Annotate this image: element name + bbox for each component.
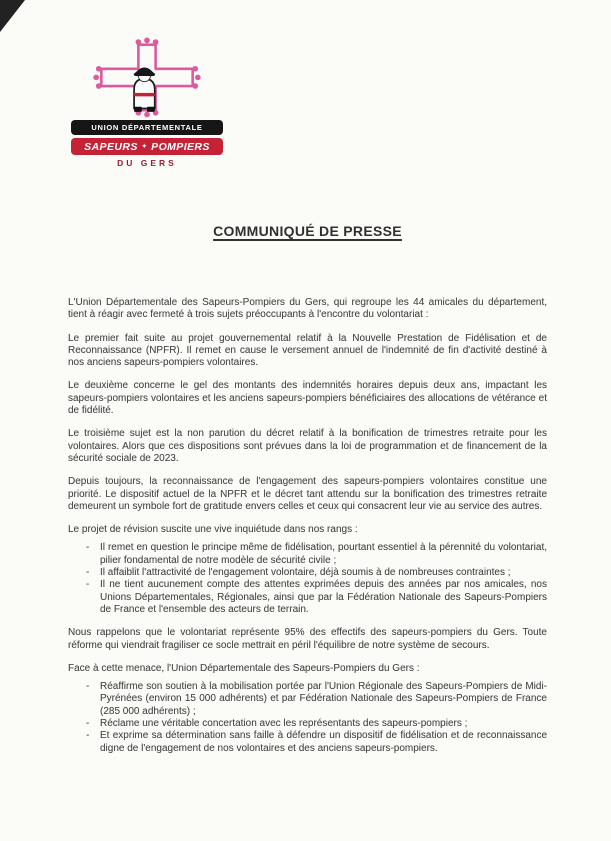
logo-banner-union (71, 120, 223, 135)
actions-list (86, 681, 547, 755)
scan-corner-artifact (0, 0, 25, 32)
concerns-intro: Le projet de révision suscite une vive inquiétude dans nos rangs : (68, 524, 358, 536)
list-item (86, 730, 547, 755)
list-item (86, 681, 547, 718)
logo-pompiers-label: POMPIERS (151, 140, 210, 153)
firefighter-icon (134, 68, 156, 112)
logo-union-label: UNION DÉPARTEMENTALE (91, 123, 203, 132)
list-item-text: - Et exprime sa détermination sans faille à défendre un dispositif de fidélisation et de reconnaissance digne de l'engagement de nos volontaires et des anciens sapeurs-pompiers. (100, 730, 547, 754)
list-item (86, 718, 547, 730)
concerns-list (86, 542, 547, 616)
diamond-icon: ✦ (141, 144, 148, 150)
list-item (86, 567, 547, 579)
udsp-gers-logo (70, 36, 224, 168)
document-body (68, 297, 547, 755)
paragraph: L'Union Départementale des Sapeurs-Pompiers du Gers, qui regroupe les 44 amicales du département, tient à réagir avec fermeté à trois sujets préoccupants à l'encontre du volontariat : (68, 297, 547, 321)
list-item-text: - Réaffirme son soutien à la mobilisation portée par l'Union Régionale des Sapeurs-Pompiers de Midi-Pyrénées (environ 15 000 adhérents) et par Fédération Nationale des Sapeurs-Pompiers de France (285 000 adhérents) ; (100, 681, 547, 717)
list-item (86, 542, 547, 567)
list-item-text: - Il ne tient aucunement compte des attentes exprimées depuis des années par nos amicales, nos Unions Départementales, Régionales, ainsi que par la Fédération Nationale des Sapeurs-Pompiers de France et l'ensemble des acteurs de terrain. (100, 579, 547, 615)
logo-banner-sapeurs-pompiers (71, 138, 223, 155)
list-item (86, 579, 547, 616)
logo-emblem-icon (91, 36, 203, 124)
list-item-text: - Il remet en question le principe même de fidélisation, pourtant essentiel à la pérennité du volontariat, pilier fondamental de notre modèle de sécurité civile ; (100, 542, 547, 566)
paragraph: Le premier fait suite au projet gouvernemental relatif à la Nouvelle Prestation de Fidélisation et de Reconnaissance (NPFR). Il remet en cause le versement annuel de l'indemnité de fin d'activité destiné à nos anciens sapeurs-pompiers volontaires. (68, 332, 547, 369)
logo-sapeurs-label: SAPEURS (84, 140, 138, 153)
list-item-text: - Réclame une véritable concertation avec les représentants des sapeurs-pompiers ; (100, 718, 468, 730)
actions-intro: Face à cette menace, l'Union Départementale des Sapeurs-Pompiers du Gers : (68, 662, 420, 674)
list-item-text: - Il affaiblit l'attractivité de l'engagement volontaire, déjà soumis à de nombreuses contraintes ; (100, 567, 511, 579)
paragraph: Le troisième sujet est la non parution du décret relatif à la bonification de trimestres retraite pour les volontaires. Alors que ces dispositions sont prévues dans la loi de programmation et de financement de la sécurité sociale de 2023. (68, 428, 547, 464)
page-title: COMMUNIQUÉ DE PRESSE (213, 223, 402, 239)
paragraph: Depuis toujours, la reconnaissance de l'engagement des sapeurs-pompiers volontaires constitue une priorité. Le dispositif actuel de la NPFR et le décret tant attendu sur la bonification des trimestres retraite demeurent un symbole fort de gratitude envers celles et ceux qui consacrent leur vie au service des autres. (68, 476, 547, 512)
closing-paragraph: Nous rappelons que le volontariat représente 95% des effectifs des sapeurs-pompiers du Gers. Toute réforme qui viendrait fragiliser ce socle mettrait en péril l'équilibre de notre système de secours. (68, 627, 547, 651)
logo-du-gers-label: DU GERS (117, 158, 177, 168)
paragraph: Le deuxième concerne le gel des montants des indemnités horaires depuis deux ans, impactant les sapeurs-pompiers volontaires et les anciens sapeurs-pompiers bénéficiaires des allocations de vétérance et de fidélité. (68, 380, 547, 417)
